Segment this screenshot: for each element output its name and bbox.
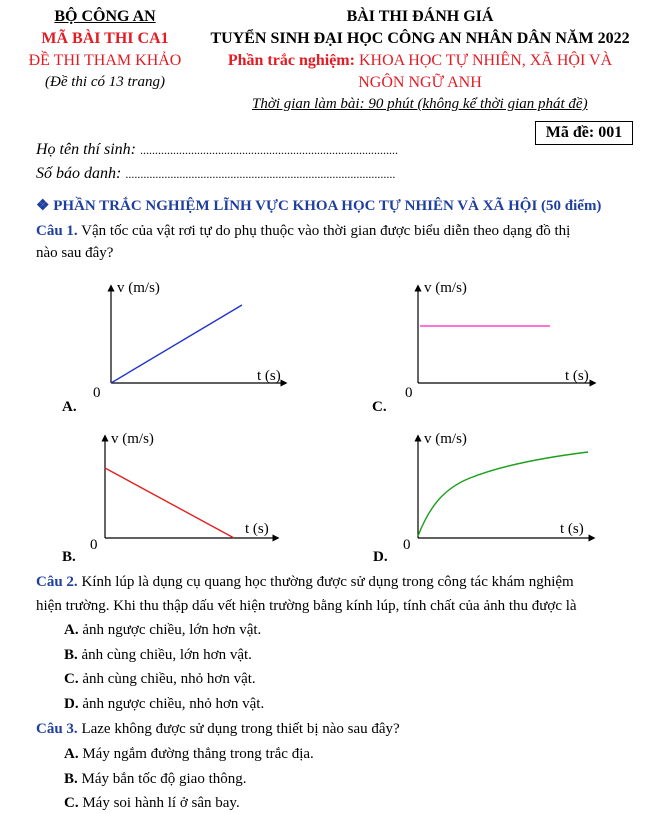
option-text: Máy ngắm đường thẳng trong trắc địa. [82, 746, 314, 762]
exam-code-title: MÃ BÀI THI CA1 [41, 30, 169, 47]
exam-part-value: KHOA HỌC TỰ NHIÊN, XÃ HỘI VÀ [358, 52, 613, 69]
question-3 [36, 718, 400, 740]
graph-d-ylabel: v (m/s) [424, 431, 467, 447]
question-2-option-b [64, 644, 252, 666]
graph-b-origin: 0 [90, 537, 98, 553]
exam-code-box: Mã đề: 001 [535, 121, 633, 145]
reference-exam-title: ĐỀ THI THAM KHẢO [28, 52, 182, 69]
question-1-label: Câu 1. [36, 223, 78, 239]
exam-part-label: Phần trắc nghiệm: [227, 52, 355, 69]
option-key: C. [64, 795, 79, 811]
time-allowed: Thời gian làm bài: 90 phút (không kể thời gian phát đề) [252, 96, 588, 112]
question-3-text: Laze không được sử dụng trong thiết bị nào sau đây? [81, 721, 400, 737]
option-text: ảnh cùng chiều, lớn hơn vật. [81, 647, 252, 663]
question-2 [36, 571, 574, 593]
page-count-note: (Đề thi có 13 trang) [45, 74, 165, 90]
question-2-option-c [64, 668, 256, 690]
graph-b-ylabel: v (m/s) [111, 431, 154, 447]
option-key: B. [64, 647, 78, 663]
question-2-text: Kính lúp là dụng cụ quang học thường được sử dụng trong công tác khám nghiệm [81, 574, 574, 590]
option-text: ảnh ngược chiều, nhỏ hơn vật. [82, 696, 265, 712]
graph-c-origin: 0 [405, 385, 413, 401]
question-2-text-cont: hiện trường. Khi thu thập dấu vết hiện trường bằng kính lúp, tính chất của ảnh thu được là [36, 598, 577, 614]
graph-a-ylabel: v (m/s) [117, 280, 160, 296]
graph-b [62, 431, 276, 565]
option-text: Máy bắn tốc độ giao thông. [81, 771, 247, 787]
graph-c-ylabel: v (m/s) [424, 280, 467, 296]
question-3-option-c [64, 792, 240, 814]
graph-c-xlabel: t (s) [565, 368, 589, 384]
option-key: C. [64, 671, 79, 687]
graph-a-xlabel: t (s) [257, 368, 281, 384]
graph-a-line [111, 305, 242, 383]
graph-d-xlabel: t (s) [560, 521, 584, 537]
graph-d-origin: 0 [403, 537, 411, 553]
option-key: D. [64, 696, 79, 712]
ministry-name: BỘ CÔNG AN [54, 8, 156, 25]
exam-title: BÀI THI ĐÁNH GIÁ [346, 8, 494, 25]
section-title-text: PHẦN TRẮC NGHIỆM LĨNH VỰC KHOA HỌC TỰ NHIÊN VÀ XÃ HỘI (50 điểm) [53, 198, 602, 214]
graph-d [373, 431, 592, 565]
question-1-text-cont: nào sau đây? [36, 245, 114, 261]
graph-c [372, 280, 593, 415]
option-key: A. [64, 622, 79, 638]
exam-part-cont: NGÔN NGỮ ANH [358, 74, 482, 91]
graph-b-line [105, 468, 234, 538]
graph-a-origin: 0 [93, 385, 101, 401]
exam-subtitle: TUYỂN SINH ĐẠI HỌC CÔNG AN NHÂN DÂN NĂM 2022 [210, 30, 630, 47]
option-key: B. [64, 771, 78, 787]
graph-c-label: C. [372, 399, 387, 415]
question-3-option-a [64, 743, 314, 765]
question-2-option-a [64, 619, 261, 641]
option-text: Máy soi hành lí ở sân bay. [82, 795, 240, 811]
option-text: ảnh ngược chiều, lớn hơn vật. [82, 622, 262, 638]
question-2-label: Câu 2. [36, 574, 78, 590]
graph-a-label: A. [62, 399, 77, 415]
candidate-name-label: Họ tên thí sinh: [36, 141, 136, 158]
candidate-id-label: Số báo danh: [36, 165, 122, 182]
option-key: A. [64, 746, 79, 762]
graph-d-label: D. [373, 549, 388, 565]
question-2-option-d [64, 693, 264, 715]
candidate-id-field: .......................................................................................... [125, 167, 396, 181]
question-1-text: Vận tốc của vật rơi tự do phụ thuộc vào thời gian được biểu diễn theo dạng đồ thị [81, 223, 571, 239]
diamond-bullet-icon: ❖ [36, 198, 50, 214]
question-3-option-b [64, 768, 247, 790]
candidate-name-field: ...................................................................................... [140, 143, 398, 157]
option-text: ảnh cùng chiều, nhỏ hơn vật. [82, 671, 256, 687]
graph-a [62, 280, 284, 415]
graph-b-xlabel: t (s) [245, 521, 269, 537]
graph-b-label: B. [62, 549, 76, 565]
question-3-label: Câu 3. [36, 721, 78, 737]
